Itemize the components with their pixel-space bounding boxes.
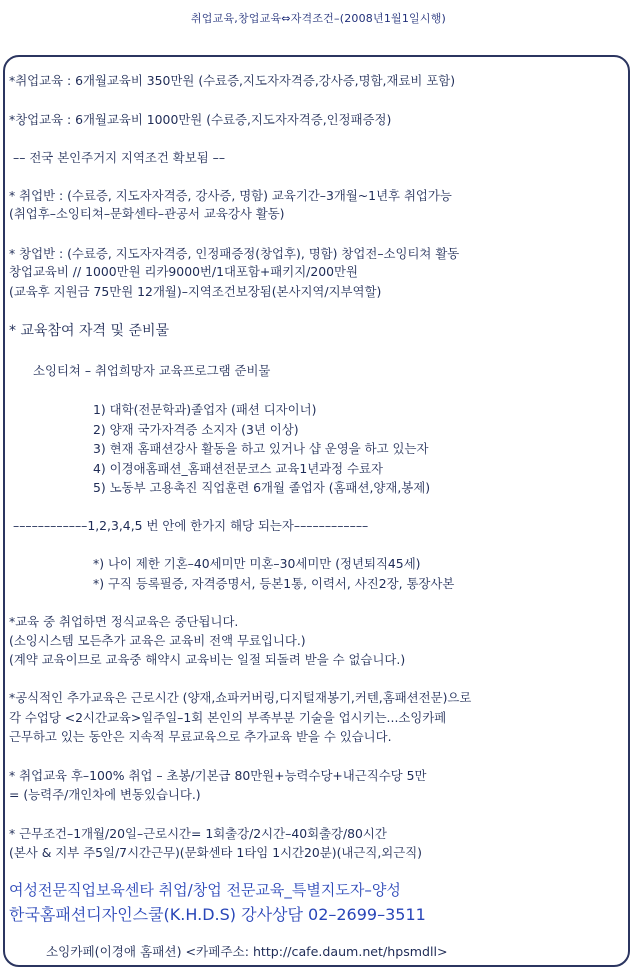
course-interruption-note: *교육 중 취업하면 정식교육은 중단됩니다. xyxy=(9,614,239,629)
working-hours-detail: (본사 & 지부 주5일/7시간근무)(문화센타 1타임 1시간20분)(내근직,외근직) xyxy=(9,845,423,860)
startup-class-fee: 창업교육비 // 1000만원 리카9000번/1대포함+패키지/200만원 xyxy=(9,264,358,279)
free-extra-course-note: (소잉시스템 모든추가 교육은 교육비 전액 무료입니다.) xyxy=(9,633,306,648)
qualification-item-4: 4) 이경애홈패션_홈패션전문코스 교육1년과정 수료자 xyxy=(93,461,383,476)
employment-class-info: * 취업반 : (수료증, 지도자자격증, 강사증, 명함) 교육기간–3개월~1년후 취업가능 xyxy=(9,188,452,203)
startup-class-support: (교육후 지원금 75만원 12개월)–지역조건보장됨(본사지역/지부역할) xyxy=(9,284,382,299)
extra-course-schedule: 각 수업당 <2시간교육>일주일–1회 본인의 부족부분 기술을 업시키는...소잉카페 xyxy=(9,710,447,725)
employment-course-fee: *취업교육 : 6개월교육비 350만원 (수료증,지도자자격증,강사증,명함,재료비 포함) xyxy=(9,73,456,88)
age-limit-note: *) 나이 제한 기혼–40세미만 미혼–30세미만 (정년퇴직45세) xyxy=(93,556,421,571)
extra-course-info: *공식적인 추가교육은 근로시간 (양재,쇼파커버링,디지털재봉기,커텐,홈패션전문)으로 xyxy=(9,690,472,705)
qualification-item-5: 5) 노동부 고용촉진 직업훈련 6개월 졸업자 (홈패션,양재,봉제) xyxy=(93,480,431,495)
qualification-item-1: 1) 대학(전문학과)졸업자 (패션 디자이너) xyxy=(93,402,317,417)
employment-guarantee-info: * 취업교육 후–100% 취업 – 초봉/기본급 80만원+능력수당+내근직수당 5만 xyxy=(9,768,427,783)
startup-class-info: * 창업반 : (수료증, 지도자자격증, 인정패증정(창업후), 명함) 창업전–소잉티쳐 활동 xyxy=(9,246,460,261)
cafe-address: 소잉카페(이경애 홈패션) <카페주소: http://cafe.daum.net/hpsmdll> xyxy=(46,944,448,959)
no-refund-note: (계약 교육이므로 교육중 해약시 교육비는 일절 되돌려 받을 수 없습니다.) xyxy=(9,652,406,667)
qualification-separator: ––––––––––––1,2,3,4,5 번 안에 한가지 해당 되는자–––––––––––– xyxy=(13,518,369,533)
extra-course-continuation: 근무하고 있는 동안은 지속적 무료교육으로 추가교육 받을 수 있습니다. xyxy=(9,729,392,744)
qualification-item-3: 3) 현재 홈패션강사 활동을 하고 있거나 샵 운영을 하고 있는자 xyxy=(93,441,429,456)
required-documents-note: *) 구직 등록필증, 자격증명서, 등본1통, 이력서, 사진2장, 통장사본 xyxy=(93,576,455,591)
qualification-heading: * 교육참여 자격 및 준비물 xyxy=(9,323,170,339)
qualification-subheading: 소잉티쳐 – 취업희망자 교육프로그램 준비물 xyxy=(33,363,271,378)
qualification-item-2: 2) 양재 국가자격증 소지자 (3년 이상) xyxy=(93,422,299,437)
page-title: 취업교육,창업교육⇔자격조건–(2008년1월1일시행) xyxy=(190,12,447,25)
center-name: 여성전문직업보육센타 취업/창업 전문교육_특별지도자–양성 xyxy=(9,881,401,899)
regional-condition-note: –– 전국 본인주거지 지역조건 확보됨 –– xyxy=(13,150,226,165)
working-conditions-info: * 근무조건–1개월/20일–근로시간= 1회출강/2시간–40회출강/80시간 xyxy=(9,826,387,841)
school-contact: 한국홈패션디자인스쿨(K.H.D.S) 강사상담 02–2699–3511 xyxy=(9,905,426,924)
employment-class-detail: (취업후–소잉티쳐–문화센타–관공서 교육강사 활동) xyxy=(9,206,285,221)
salary-variation-note: = (능력주/개인차에 변동있습니다.) xyxy=(9,787,201,802)
startup-course-fee: *창업교육 : 6개월교육비 1000만원 (수료증,지도자자격증,인정패증정) xyxy=(9,112,392,127)
